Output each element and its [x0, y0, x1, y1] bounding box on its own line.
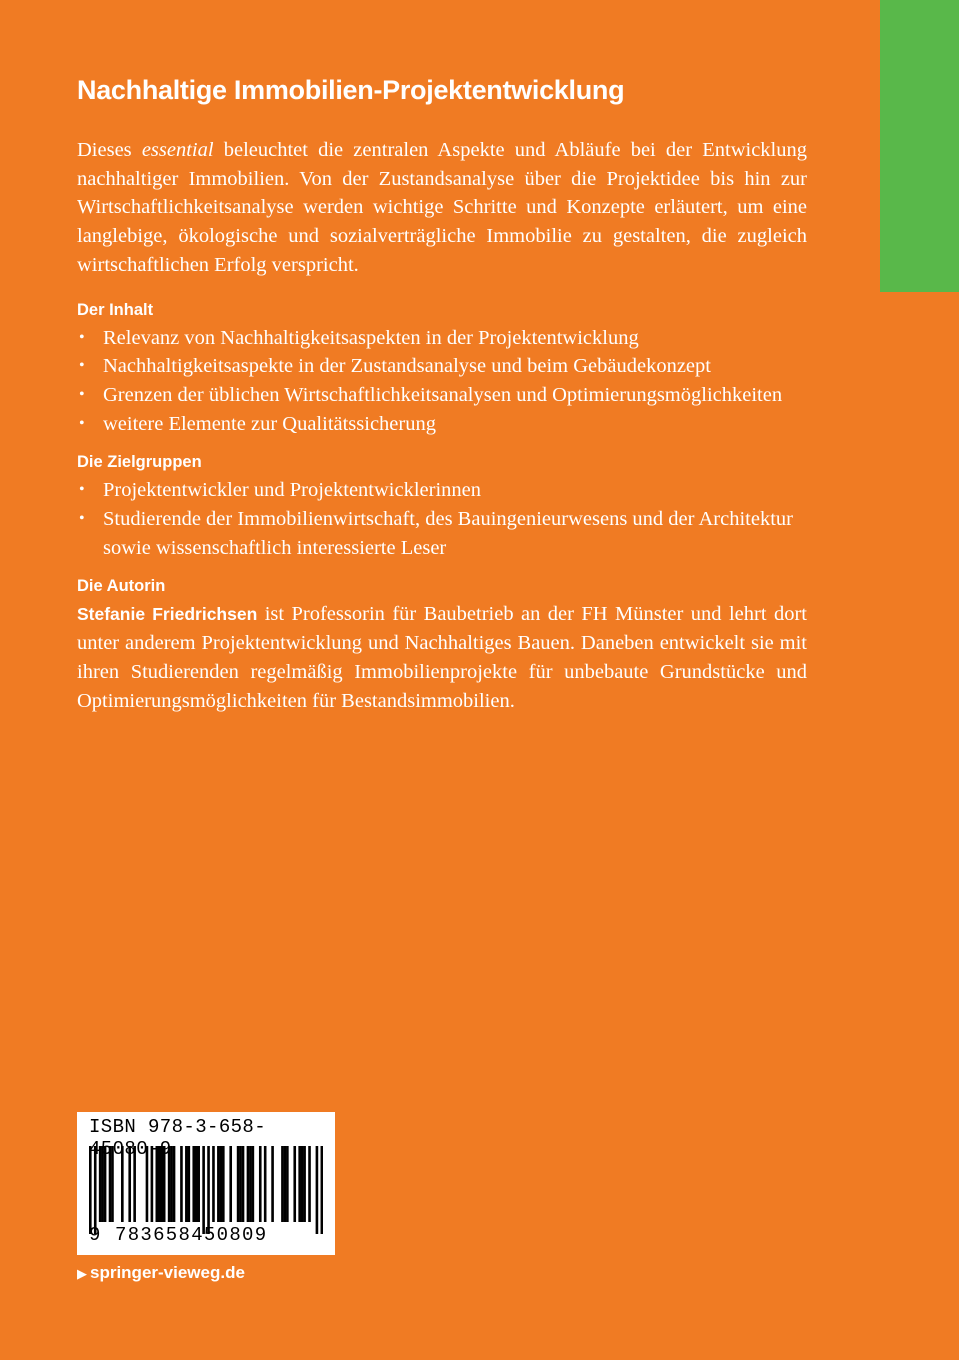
barcode-bar: [109, 1146, 112, 1222]
intro-emphasis: essential: [141, 139, 214, 161]
barcode-bar: [321, 1146, 323, 1234]
barcode-bar: [229, 1146, 232, 1222]
barcode-bar: [281, 1146, 284, 1222]
barcode-bar: [89, 1146, 92, 1234]
barcode-bar: [293, 1146, 296, 1222]
barcode-bar: [286, 1146, 289, 1222]
barcode-bar: [151, 1146, 154, 1222]
barcode-bar: [207, 1146, 210, 1234]
barcode-bar: [104, 1146, 107, 1222]
barcode-bar: [197, 1146, 200, 1222]
barcode-bar: [264, 1146, 267, 1222]
barcode-bar: [284, 1146, 287, 1222]
barcode-bar: [202, 1146, 205, 1234]
isbn-label: ISBN 978-3-658- 5080-9: [89, 1116, 267, 1160]
barcode-bar: [212, 1146, 215, 1222]
barcode-bar: [94, 1146, 97, 1234]
barcode-bar: [195, 1146, 198, 1222]
website-link[interactable]: [77, 1262, 245, 1285]
barcode-bar: [156, 1146, 159, 1222]
list-item: [77, 352, 807, 381]
barcode-bar: [247, 1146, 250, 1222]
barcode-bar: [303, 1146, 306, 1222]
intro-text-start: Dieses: [77, 139, 142, 161]
barcode-bar: [301, 1146, 304, 1222]
barcode-bar: [146, 1146, 149, 1222]
barcode-bar: [217, 1146, 220, 1222]
author-name: Stefanie Friedrichsen: [77, 604, 258, 625]
list-item: [77, 381, 807, 410]
list-item-text: Grenzen der üblichen Wirtschaftlichkeitsanalysen und Optimierungsmöglichkeiten: [103, 383, 783, 406]
barcode-bar: [185, 1146, 188, 1222]
barcode-bar: [180, 1146, 183, 1222]
barcode-bar: [249, 1146, 252, 1222]
barcode-bar: [158, 1146, 161, 1222]
bullet-dot-icon: •: [79, 357, 85, 375]
barcode-bar: [239, 1146, 242, 1222]
barcode-bar: [188, 1146, 191, 1222]
list-item: [77, 410, 807, 439]
section-heading-zielgruppen: Die Zielgruppen: [77, 453, 202, 472]
barcode-bar: [252, 1146, 255, 1222]
intro-text-rest: beleuchtet die zentralen Aspekte und Abläufe bei der Entwicklung nachhaltiger Immobilien. Von der Zustandsanalyse über die Projektidee bis hin zur Wirtschaftlichkeitsanalyse werden wichtige Schritte und Konzepte erläutert, um eine langlebige, ökologische und sozialverträgliche Immobilie zu gestalten, die zugleich wirtschaftlichen Erfolg verspricht.: [77, 139, 808, 276]
list-item: [77, 476, 807, 505]
website-text: springer-vieweg.de: [90, 1263, 245, 1282]
bullet-dot-icon: •: [79, 414, 85, 432]
list-item: [77, 324, 807, 353]
barcode-bar: [242, 1146, 245, 1222]
ean-first-digit: 9: [89, 1224, 101, 1246]
barcode-bar: [173, 1146, 176, 1222]
bullet-dot-icon: •: [79, 385, 85, 403]
barcode-bar: [316, 1146, 319, 1234]
barcode-bar: [163, 1146, 166, 1222]
barcode-bar: [298, 1146, 301, 1222]
list-item-text: Nachhaltigkeitsaspekte in der Zustandsanalyse und beim Gebäudekonzept: [103, 355, 711, 378]
author-bio-text: ist Professorin für Baubetrieb an der FH Münster und lehrt dort unter anderem Projektentwicklung und Nachhaltiges Bauen. Daneben entwickelt sie mit ihren Studierenden regelmäßig Immobilienprojekte für unbebaute Grundstücke und Optimierungsmöglichkeiten für Bestandsimmobilien.: [77, 603, 807, 712]
barcode-bar: [111, 1146, 114, 1222]
barcode-bar: [220, 1146, 223, 1222]
list-item-text: Studierende der Immobilienwirtschaft, des Bauingenieurwesens und der Architektur sowie wissenschaftlich interessierte Leser: [103, 508, 793, 559]
author-bio: [77, 600, 807, 715]
ean-digits: 783658450809: [115, 1224, 268, 1246]
green-color-tab: [880, 0, 959, 292]
barcode-bar: [170, 1146, 173, 1222]
bullet-dot-icon: •: [79, 328, 85, 346]
bullet-dot-icon: •: [79, 510, 85, 528]
barcode-bars: [89, 1146, 323, 1236]
list-item-text: weitere Elemente zur Qualitätssicherung: [103, 412, 436, 435]
barcode-bar: [160, 1146, 163, 1222]
barcode-bar: [308, 1146, 311, 1222]
list-item-text: Relevanz von Nachhaltigkeitsaspekten in der Projektentwicklung: [103, 326, 639, 349]
inhalt-list: [77, 324, 807, 439]
list-item: [77, 505, 807, 562]
list-item-text: Projektentwickler und Projektentwicklerinnen: [103, 479, 482, 502]
bullet-dot-icon: •: [79, 481, 85, 499]
barcode-bar: [271, 1146, 274, 1222]
section-heading-autorin: Die Autorin: [77, 577, 166, 596]
isbn-barcode: [77, 1112, 335, 1255]
barcode-bar: [133, 1146, 136, 1222]
barcode-bar: [168, 1146, 171, 1222]
back-cover-text: [77, 72, 807, 715]
barcode-bar: [128, 1146, 131, 1222]
barcode-bar: [99, 1146, 102, 1222]
barcode-bar: [259, 1146, 262, 1222]
barcode-bar: [222, 1146, 225, 1222]
zielgruppen-list: [77, 476, 807, 562]
barcode-bar: [121, 1146, 124, 1222]
barcode-bar: [101, 1146, 104, 1222]
barcode-bar: [192, 1146, 195, 1222]
section-heading-inhalt: Der Inhalt: [77, 300, 154, 319]
barcode-bar: [237, 1146, 240, 1222]
triangle-right-icon: ▶: [77, 1266, 87, 1281]
book-title: Nachhaltige Immobilien-Projektentwicklung: [77, 75, 625, 105]
intro-paragraph: [77, 136, 807, 280]
